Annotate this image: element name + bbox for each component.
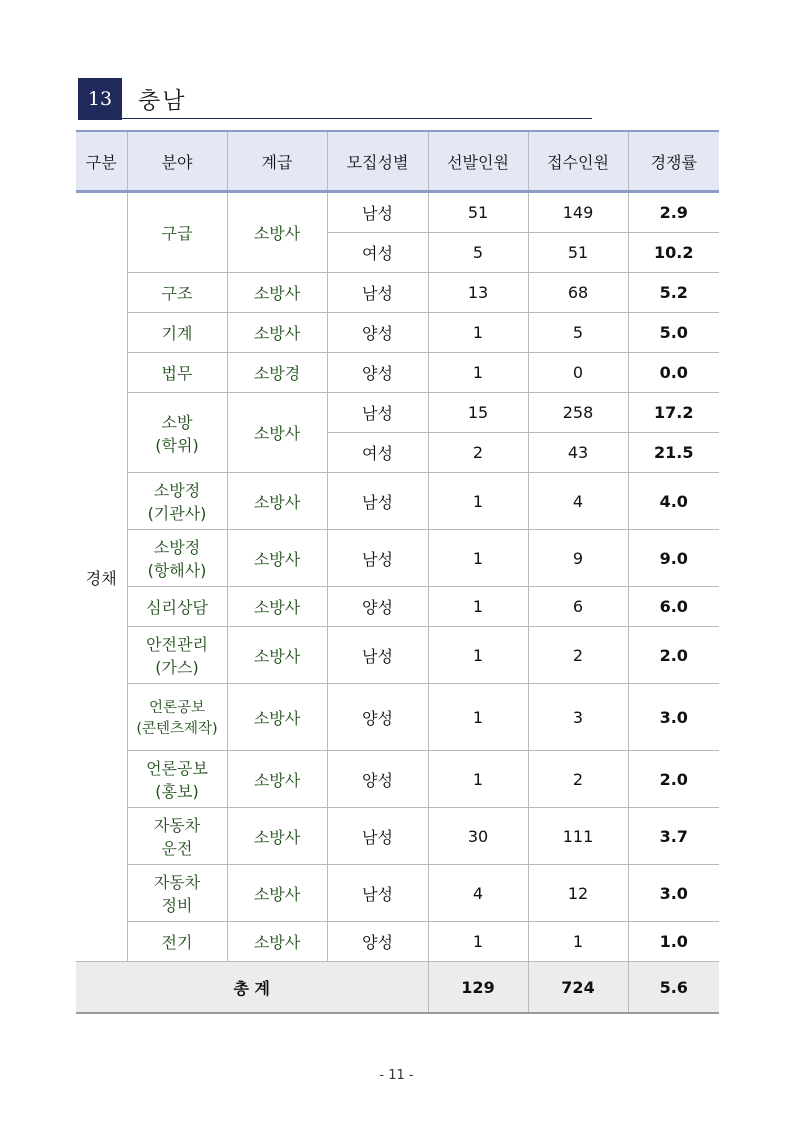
gender-cell: 남성 [327, 393, 428, 433]
gender-cell: 양성 [327, 684, 428, 751]
selected-cell: 1 [428, 751, 528, 808]
rate-cell: 6.0 [628, 587, 719, 627]
field-cell [127, 393, 227, 473]
grade-cell: 소방경 [227, 353, 327, 393]
section-title-underline [122, 118, 592, 119]
field-cell [127, 865, 227, 922]
table-row [76, 808, 719, 865]
table-row [76, 627, 719, 684]
field-line-2: (기관사) [147, 504, 207, 523]
applied-cell: 1 [528, 922, 628, 962]
table-row [76, 684, 719, 751]
selected-cell: 51 [428, 192, 528, 233]
rate-cell: 17.2 [628, 393, 719, 433]
table-row [76, 473, 719, 530]
rate-cell: 0.0 [628, 353, 719, 393]
selected-cell: 1 [428, 473, 528, 530]
applied-cell: 68 [528, 273, 628, 313]
field-cell [127, 751, 227, 808]
section-title: 충남 [138, 88, 187, 114]
field-cell: 구급 [127, 192, 227, 273]
selected-cell: 2 [428, 433, 528, 473]
rate-cell: 5.0 [628, 313, 719, 353]
gender-cell: 남성 [327, 530, 428, 587]
category-cell: 경채 [76, 192, 127, 962]
applied-cell: 149 [528, 192, 628, 233]
rate-cell: 21.5 [628, 433, 719, 473]
table-row [76, 865, 719, 922]
field-cell: 기계 [127, 313, 227, 353]
grade-cell: 소방사 [227, 808, 327, 865]
grade-cell: 소방사 [227, 473, 327, 530]
table-row [76, 273, 719, 313]
applied-cell: 4 [528, 473, 628, 530]
table-row [76, 922, 719, 962]
table-row [76, 393, 719, 433]
field-cell [127, 473, 227, 530]
field-line-2: (콘텐츠제작) [136, 721, 218, 737]
field-line-2: (가스) [155, 658, 199, 677]
field-line-1: 자동차 [153, 873, 201, 892]
field-cell: 법무 [127, 353, 227, 393]
header-applied: 접수인원 [528, 131, 628, 192]
field-line-2: (홍보) [155, 782, 199, 801]
gender-cell: 남성 [327, 273, 428, 313]
applied-cell: 111 [528, 808, 628, 865]
header-selected: 선발인원 [428, 131, 528, 192]
header-rate: 경쟁률 [628, 131, 719, 192]
total-label: 총 계 [76, 962, 428, 1014]
applied-cell: 9 [528, 530, 628, 587]
section-number-badge: 13 [78, 78, 122, 120]
selected-cell: 13 [428, 273, 528, 313]
rate-cell: 3.7 [628, 808, 719, 865]
applied-cell: 51 [528, 233, 628, 273]
grade-cell: 소방사 [227, 684, 327, 751]
gender-cell: 양성 [327, 922, 428, 962]
selected-cell: 1 [428, 530, 528, 587]
rate-cell: 10.2 [628, 233, 719, 273]
field-cell [127, 808, 227, 865]
field-line-1: 소방정 [153, 538, 201, 557]
field-line-1: 언론공보 [148, 700, 206, 716]
rate-cell: 2.0 [628, 751, 719, 808]
header-category: 구분 [76, 131, 127, 192]
total-selected: 129 [428, 962, 528, 1014]
gender-cell: 양성 [327, 587, 428, 627]
gender-cell: 여성 [327, 233, 428, 273]
field-line-2: 정비 [161, 896, 193, 915]
applied-cell: 3 [528, 684, 628, 751]
table-row [76, 587, 719, 627]
field-line-2: (학위) [155, 435, 199, 455]
table-row [76, 192, 719, 233]
table-row [76, 751, 719, 808]
rate-cell: 2.9 [628, 192, 719, 233]
grade-cell: 소방사 [227, 192, 327, 273]
gender-cell: 남성 [327, 865, 428, 922]
gender-cell: 양성 [327, 313, 428, 353]
rate-cell: 1.0 [628, 922, 719, 962]
rate-cell: 3.0 [628, 684, 719, 751]
gender-cell: 남성 [327, 192, 428, 233]
grade-cell: 소방사 [227, 751, 327, 808]
gender-cell: 여성 [327, 433, 428, 473]
field-line-1: 자동차 [153, 816, 201, 835]
field-cell [127, 627, 227, 684]
field-cell [127, 530, 227, 587]
grade-cell: 소방사 [227, 273, 327, 313]
applied-cell: 258 [528, 393, 628, 433]
grade-cell: 소방사 [227, 627, 327, 684]
gender-cell: 남성 [327, 473, 428, 530]
grade-cell: 소방사 [227, 587, 327, 627]
section-header [78, 78, 598, 122]
header-grade: 계급 [227, 131, 327, 192]
selected-cell: 1 [428, 684, 528, 751]
total-rate: 5.6 [628, 962, 719, 1014]
field-line-1: 소방 [161, 412, 193, 432]
applied-cell: 2 [528, 627, 628, 684]
applied-cell: 6 [528, 587, 628, 627]
applied-cell: 2 [528, 751, 628, 808]
selected-cell: 1 [428, 313, 528, 353]
selected-cell: 1 [428, 627, 528, 684]
gender-cell: 남성 [327, 808, 428, 865]
applied-cell: 5 [528, 313, 628, 353]
selected-cell: 4 [428, 865, 528, 922]
rate-cell: 9.0 [628, 530, 719, 587]
field-cell [127, 684, 227, 751]
grade-cell: 소방사 [227, 313, 327, 353]
applied-cell: 0 [528, 353, 628, 393]
applied-cell: 12 [528, 865, 628, 922]
selected-cell: 1 [428, 587, 528, 627]
header-field: 분야 [127, 131, 227, 192]
total-applied: 724 [528, 962, 628, 1014]
page-number: - 11 - [379, 1068, 414, 1083]
table-row [76, 353, 719, 393]
selected-cell: 5 [428, 233, 528, 273]
gender-cell: 양성 [327, 353, 428, 393]
grade-cell: 소방사 [227, 393, 327, 473]
field-cell: 전기 [127, 922, 227, 962]
selected-cell: 1 [428, 353, 528, 393]
field-cell: 구조 [127, 273, 227, 313]
rate-cell: 4.0 [628, 473, 719, 530]
gender-cell: 양성 [327, 751, 428, 808]
selected-cell: 1 [428, 922, 528, 962]
grade-cell: 소방사 [227, 530, 327, 587]
table-row [76, 530, 719, 587]
rate-cell: 2.0 [628, 627, 719, 684]
table-header-row [76, 131, 719, 192]
total-row [76, 962, 719, 1014]
field-line-1: 안전관리 [146, 635, 208, 654]
recruitment-table [76, 130, 719, 1014]
selected-cell: 30 [428, 808, 528, 865]
field-line-1: 언론공보 [146, 759, 208, 778]
field-line-1: 소방정 [153, 481, 201, 500]
selected-cell: 15 [428, 393, 528, 433]
header-gender: 모집성별 [327, 131, 428, 192]
table-row [76, 313, 719, 353]
rate-cell: 5.2 [628, 273, 719, 313]
rate-cell: 3.0 [628, 865, 719, 922]
grade-cell: 소방사 [227, 922, 327, 962]
applied-cell: 43 [528, 433, 628, 473]
field-cell: 심리상담 [127, 587, 227, 627]
field-line-2: 운전 [161, 839, 193, 858]
gender-cell: 남성 [327, 627, 428, 684]
grade-cell: 소방사 [227, 865, 327, 922]
field-line-2: (항해사) [147, 561, 207, 580]
